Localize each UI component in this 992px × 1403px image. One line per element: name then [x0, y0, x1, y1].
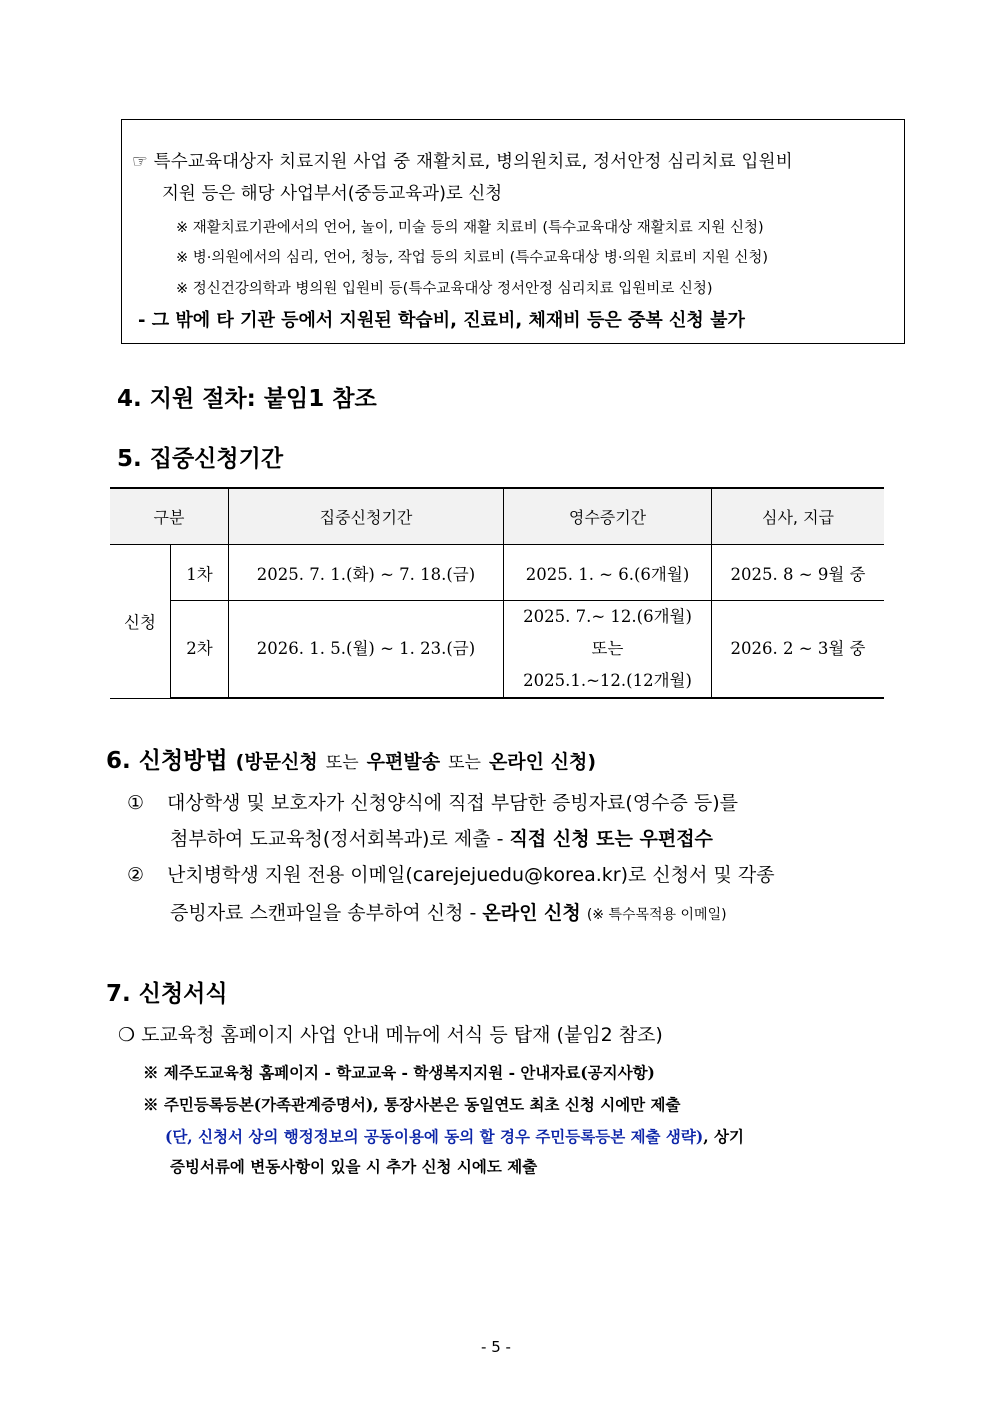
method-item-1-line-2 — [170, 824, 713, 851]
page-number: - 5 - — [481, 1338, 511, 1356]
section-6-option-online: 온라인 신청 — [488, 751, 588, 773]
receipt-cell: 2025. 1. ~ 6.(6개월) — [504, 545, 712, 601]
payment-cell: 2025. 8 ~ 9월 중 — [712, 545, 885, 601]
receipt-cell — [504, 601, 712, 699]
section-6-or-2: 또는 — [448, 753, 481, 773]
notice-note-3: ※ 정신건강의학과 병의원 입원비 등(특수교육대상 정서안정 심리치료 입원비로 신청) — [176, 281, 713, 297]
table-header-row — [110, 488, 884, 545]
section-7-note-1: ※ 제주도교육청 홈페이지 - 학교교육 - 학생복지지원 - 안내자료(공지사항) — [143, 1063, 655, 1082]
method-item-2-line-2 — [170, 898, 727, 925]
header-payment: 심사, 지급 — [712, 488, 885, 545]
header-period: 집중신청기간 — [229, 488, 504, 545]
section-6-title — [106, 742, 596, 775]
section-7-bullet: ❍ 도교육청 홈페이지 사업 안내 메뉴에 서식 등 탑재 (붙임2 참조) — [118, 1024, 663, 1046]
item-number: ② — [127, 864, 145, 886]
item-emphasis: 직접 신청 또는 우편접수 — [509, 828, 713, 850]
receipt-line-2: 또는 — [591, 639, 624, 658]
section-6-option-visit: 방문신청 — [244, 751, 318, 773]
notice-line-3: - 그 밖에 타 기관 등에서 지원된 학습비, 진료비, 체재비 등은 중복 신청 불가 — [138, 310, 745, 331]
item-emphasis: 온라인 신청 — [482, 902, 581, 924]
header-category: 구분 — [110, 488, 229, 545]
note-3-blue: (단, 신청서 상의 행정정보의 공동이용에 동의 할 경우 주민등록등본 제출 생략) — [165, 1127, 704, 1146]
section-6-title-main: 6. 신청방법 — [106, 748, 228, 774]
section-7-note-4: 증빙서류에 변동사항이 있을 시 추가 신청 시에도 제출 — [170, 1157, 538, 1176]
period-cell: 2025. 7. 1.(화) ~ 7. 18.(금) — [229, 545, 504, 601]
section-7-title: 7. 신청서식 — [106, 981, 228, 1007]
method-item-2-line-1 — [127, 860, 775, 887]
note-3-rest: , 상기 — [703, 1127, 744, 1146]
notice-box — [121, 119, 905, 344]
section-7-note-3 — [165, 1125, 744, 1147]
section-6-title-open: ( — [235, 751, 245, 773]
item-text: 첨부하여 도교육청(정서회복과)로 제출 - — [170, 828, 510, 850]
section-4-title: 4. 지원 절차: 붙임1 참조 — [117, 386, 377, 412]
round-cell: 2차 — [171, 601, 229, 699]
section-6-option-mail: 우편발송 — [366, 751, 441, 773]
table-row — [110, 545, 884, 601]
method-item-1-line-1 — [127, 788, 738, 815]
payment-cell: 2026. 2 ~ 3월 중 — [712, 601, 885, 699]
receipt-line-3: 2025.1.~12.(12개월) — [523, 671, 692, 690]
header-receipt: 영수증기간 — [504, 488, 712, 545]
item-text: 대상학생 및 보호자가 신청양식에 직접 부담한 증빙자료(영수증 등)를 — [167, 792, 739, 814]
table-row — [110, 601, 884, 699]
section-6-title-close: ) — [587, 751, 597, 773]
section-6-or-1: 또는 — [325, 753, 359, 773]
section-7-note-2: ※ 주민등록등본(가족관계증명서), 통장사본은 동일연도 최초 신청 시에만 제출 — [143, 1095, 681, 1114]
round-cell: 1차 — [171, 545, 229, 601]
item-note: (※ 특수목적용 이메일) — [586, 907, 727, 923]
notice-note-2: ※ 병·의원에서의 심리, 언어, 청능, 작업 등의 치료비 (특수교육대상 병·의원 치료비 지원 신청) — [176, 250, 769, 266]
notice-line-1: ☞ 특수교육대상자 치료지원 사업 중 재활치료, 병의원치료, 정서안정 심리치료 입원비 — [132, 152, 793, 172]
notice-note-1: ※ 재활치료기관에서의 언어, 놀이, 미술 등의 재활 치료비 (특수교육대상 재활치료 지원 신청) — [176, 220, 764, 236]
item-text: 난치병학생 지원 전용 이메일(carejejuedu@korea.kr)로 신청서 및 각종 — [167, 864, 775, 886]
notice-line-2: 지원 등은 해당 사업부서(중등교육과)로 신청 — [162, 184, 503, 204]
schedule-table — [110, 487, 884, 699]
section-5-title: 5. 집중신청기간 — [117, 446, 284, 472]
group-label: 신청 — [110, 545, 171, 699]
period-cell: 2026. 1. 5.(월) ~ 1. 23.(금) — [229, 601, 504, 699]
receipt-line-1: 2025. 7.~ 12.(6개월) — [523, 607, 692, 626]
item-text: 증빙자료 스캔파일을 송부하여 신청 - — [170, 902, 483, 924]
item-number: ① — [127, 792, 145, 814]
